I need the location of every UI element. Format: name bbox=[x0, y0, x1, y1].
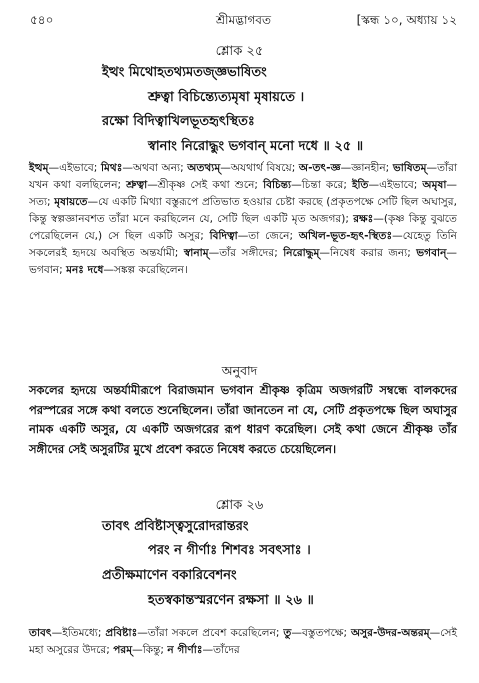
synonym-meaning: —যে একটি মিথ্যা বস্তুরূপে প্রতিভাত হওয়ার চেষ্টা করছে (প্রকৃতপক্ষে সেটি ছিল অঘাসুর, কিন্তু স্বল্পজ্ঞানবশত তাঁরা মনে করছিলেন যে, সেটি ছিল একটি মৃত অজগর); bbox=[29, 196, 457, 225]
synonym-meaning: —চিন্তা করে; bbox=[291, 179, 353, 191]
synonym-term: ভগবান্ bbox=[416, 247, 447, 259]
synonym-term: মৃষায়তে bbox=[54, 196, 88, 208]
synonym-meaning: —কিন্তু; bbox=[132, 644, 168, 656]
synonym-meaning: —তাঁর সঙ্গীদের; bbox=[208, 247, 284, 259]
synonym-term: অখিল-ভূত-হৃৎ-স্থিতঃ bbox=[298, 230, 393, 242]
synonym-term: মিথঃ bbox=[100, 162, 123, 174]
synonym-term: প্রবিষ্টাঃ bbox=[105, 627, 138, 639]
synonym-term: ভাষিতম্ bbox=[392, 162, 427, 174]
synonym-meaning: —ইতিমধ্যে; bbox=[51, 627, 106, 639]
synonym-meaning: —অথবা অন্য; bbox=[122, 162, 188, 174]
verse-26-line-4: হতস্বকান্তস্মরণেন রক্ষসা ॥ ২৬ ॥ bbox=[148, 593, 314, 608]
sloka-26-heading: শ্লোক ২৬ bbox=[215, 498, 264, 513]
verse-25-line-2: শ্রুত্বা বিচিন্ত্যেত্যমৃষা মৃষায়তে । bbox=[148, 90, 305, 105]
synonym-term: ন গীর্ণাঃ bbox=[167, 644, 203, 656]
synonym-term: রক্ষঃ bbox=[353, 213, 374, 225]
synonym-meaning: —(কৃষ্ণ কিন্তু বুঝতে পেরেছিলেন যে,) সে ছিল একটি অসুর; bbox=[29, 213, 457, 242]
synonym-meaning: —সত্য; bbox=[29, 179, 457, 208]
synonym-meaning: —যেহেতু তিনি সকলেরই হৃদয়ে অবস্থিত অন্তর্যামী; bbox=[29, 230, 458, 259]
synonym-meaning: —এইভাবে; bbox=[48, 162, 101, 174]
sloka-26-synonyms bbox=[29, 625, 457, 659]
sloka-25-synonyms bbox=[29, 160, 457, 279]
synonym-term: বিদিত্বা bbox=[209, 230, 238, 242]
synonym-term: শ্রুত্বা bbox=[126, 179, 148, 191]
synonym-term: ইতি bbox=[352, 179, 369, 191]
synonym-term: অমৃষা bbox=[422, 179, 447, 191]
translation-text: সকলের হৃদয়ে অন্তর্যামীরূপে বিরাজমান ভগবান শ্রীকৃষ্ণ কৃত্রিম অজগরটি সম্বন্ধে বালকদের পরস্পরের সঙ্গে কথা বলতে শুনেছিলেন। তাঁরা জানতেন না যে, সেটি প্রকৃতপক্ষে ছিল অঘাসুর নামক একটি অসুর, যে একটি অজগরের রূপ ধারণ করেছিল। সেই কথা জেনে শ্রীকৃষ্ণ তাঁর সঙ্গীদের সেই অসুরটির মুখে প্রবেশ করতে নিষেধ করতে চেয়েছিলেন। bbox=[29, 383, 457, 456]
synonym-term: পরম্ bbox=[113, 644, 133, 656]
book-title: শ্রীমদ্ভাগবত bbox=[215, 13, 271, 27]
synonym-term: অ-তৎ-জ্ঞ bbox=[298, 162, 341, 174]
verse-25-line-3: রক্ষো বিদিত্বাখিলভূতহৃৎস্থিতঃ bbox=[102, 114, 255, 129]
synonym-meaning: —জ্ঞানহীন; bbox=[340, 162, 393, 174]
synonym-term: তু bbox=[283, 627, 292, 639]
synonym-term: তাবৎ bbox=[29, 627, 52, 639]
synonym-meaning: —অযথার্থ বিষয়ে; bbox=[220, 162, 299, 174]
verse-26-line-1: তাবৎ প্রবিষ্টাস্ত্বসুরোদরান্তরং bbox=[102, 519, 249, 534]
synonym-meaning: —তা জেনে; bbox=[237, 230, 299, 242]
synonym-term: নিরোদ্ধুম্ bbox=[283, 247, 320, 259]
synonym-term: অতথ্যম্ bbox=[187, 162, 221, 174]
synonym-meaning: —নিষেধ করার জন্য; bbox=[319, 247, 417, 259]
synonym-term: মনঃ দধে bbox=[66, 264, 104, 276]
synonym-meaning: —সেই মহা অসুরের উদরে; bbox=[29, 627, 457, 656]
synonym-meaning: —এইভাবে; bbox=[368, 179, 423, 191]
synonym-meaning: —বস্তুতপক্ষে; bbox=[291, 627, 351, 639]
page-number: ৫৪০ bbox=[30, 13, 54, 27]
page-header bbox=[30, 12, 457, 30]
synonym-meaning: —তাঁদের bbox=[202, 644, 240, 656]
synonym-term: ইত্থম্ bbox=[29, 162, 49, 174]
sloka-25-heading: শ্লোক ২৫ bbox=[215, 44, 264, 59]
synonym-meaning: —সঙ্কল্প করেছিলেন। bbox=[103, 264, 188, 276]
synonym-meaning: —শ্রীকৃষ্ণ সেই কথা শুনে; bbox=[147, 179, 264, 191]
synonym-meaning: —ভগবান; bbox=[29, 247, 457, 276]
chapter-reference: [স্কন্ধ ১০, অধ্যায় ১২ bbox=[356, 13, 457, 27]
synonym-term: স্বানাম্ bbox=[183, 247, 209, 259]
verse-25-line-4: স্বানাং নিরোদ্ধুং ভগবান্ মনো দধে ॥ ২৫ ॥ bbox=[148, 139, 364, 154]
translation-heading: অনুবাদ bbox=[221, 363, 258, 378]
synonym-term: বিচিন্ত্য bbox=[263, 179, 292, 191]
synonym-term: অসুর-উদর-অন্তরম্ bbox=[350, 627, 430, 639]
verse-25-line-1: ইত্থং মিথোহতথ্যমতজ্জ্ঞভাষিতং bbox=[102, 65, 267, 80]
synonym-meaning: —তাঁরা সকলে প্রবেশ করেছিলেন; bbox=[137, 627, 284, 639]
verse-26-line-2: পরং ন গীর্ণাঃ শিশবঃ সবৎসাঃ । bbox=[148, 543, 311, 558]
synonym-meaning: —তাঁরা যখন কথা বলছিলেন; bbox=[29, 162, 458, 191]
verse-26-line-3: প্রতীক্ষমাণেন বকারিবেশনং bbox=[102, 568, 237, 583]
